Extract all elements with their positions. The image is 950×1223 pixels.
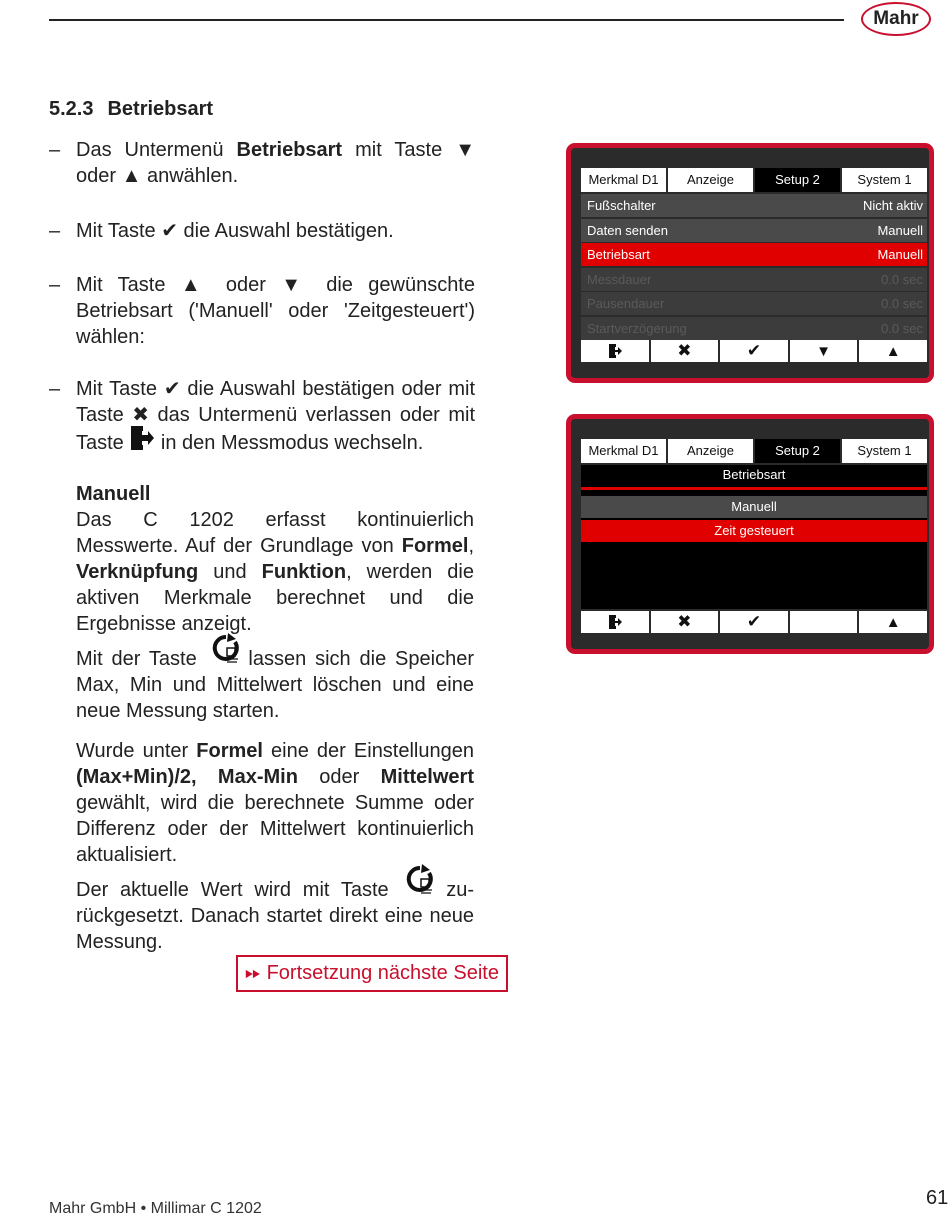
exit-key[interactable] xyxy=(581,340,649,362)
text: Der aktuelle Wert wird mit Taste xyxy=(76,879,401,901)
step-4 xyxy=(49,376,475,456)
setting-label: Daten senden xyxy=(587,222,668,238)
tab-merkmal[interactable]: Merkmal D1 xyxy=(581,168,666,192)
setting-row[interactable] xyxy=(581,219,927,242)
setting-value: 0.0 sec xyxy=(881,296,923,312)
bold-term: Formel xyxy=(196,740,263,762)
page-number: 61 xyxy=(926,1187,949,1209)
device-screen-selection xyxy=(566,414,934,654)
step-text: Mit Taste xyxy=(76,274,181,296)
arrow-up-icon: ▲ xyxy=(885,342,901,360)
setting-row-disabled xyxy=(581,268,927,291)
cross-icon: ✖ xyxy=(132,404,150,426)
cancel-key[interactable] xyxy=(651,611,719,633)
footer-publisher: Mahr GmbH • Millimar C 1202 xyxy=(49,1200,262,1217)
bold-term: Mittelwert xyxy=(380,766,474,788)
bold-term: Verknüpfung xyxy=(76,561,199,583)
manual-paragraph-4 xyxy=(76,872,474,955)
setting-row[interactable] xyxy=(581,194,927,217)
exit-icon xyxy=(608,614,622,630)
header-rule xyxy=(49,19,844,21)
softkey-bar xyxy=(581,340,927,362)
setting-value: Manuell xyxy=(877,247,923,263)
setting-row-disabled xyxy=(581,317,927,340)
option-manuell[interactable]: Manuell xyxy=(581,496,927,518)
option-zeit-gesteuert[interactable]: Zeit gesteuert xyxy=(581,520,927,542)
text: , werden die aktiven Merkmale berechnet und die Ergebnisse anzeigt. xyxy=(76,561,474,635)
text: Wurde unter xyxy=(76,740,197,762)
step-2 xyxy=(49,218,475,244)
softkey-bar xyxy=(581,611,927,633)
exit-icon xyxy=(129,428,155,450)
setting-value: 0.0 sec xyxy=(881,320,923,336)
fast-forward-icon: ⏩︎ xyxy=(245,962,267,984)
checkmark-icon: ✔ xyxy=(161,220,178,242)
manual-section xyxy=(76,481,474,955)
confirm-key[interactable] xyxy=(720,611,788,633)
step-text: das Untermenü verlassen oder mit Taste xyxy=(76,404,475,454)
settings-list xyxy=(581,194,927,342)
arrow-up-icon: ▲ xyxy=(180,274,211,296)
up-key[interactable] xyxy=(859,611,927,633)
bold-term: (Max+Min)/2, Max-Min xyxy=(76,766,298,788)
cross-icon: ✖ xyxy=(677,612,692,631)
selection-panel xyxy=(581,465,927,609)
arrow-up-icon: ▲ xyxy=(121,165,142,187)
manual-paragraph-3 xyxy=(76,738,474,868)
tab-anzeige[interactable]: Anzeige xyxy=(668,439,753,463)
step-text: die gewünschte Betriebsart ('Manuell' oder 'Zeitgesteuert') wählen: xyxy=(76,274,475,348)
down-key[interactable] xyxy=(790,340,858,362)
selection-title: Betriebsart xyxy=(722,467,786,482)
screen-tabs xyxy=(581,439,927,463)
tab-system[interactable]: System 1 xyxy=(842,439,927,463)
setting-value: Nicht aktiv xyxy=(863,198,923,213)
text: lassen sich die Speicher Max, Min und Mittelwert löschen und eine neue Messung starten. xyxy=(76,648,474,722)
text: gewählt, wird die berechnete Summe oder Differenz oder der Mittelwert kontinuierlich aktualisiert. xyxy=(76,792,474,866)
tab-system[interactable]: System 1 xyxy=(842,168,927,192)
step-bold: Betriebsart xyxy=(236,139,343,161)
step-text: mit Taste xyxy=(342,139,456,161)
tab-anzeige[interactable]: Anzeige xyxy=(668,168,753,192)
step-text: oder xyxy=(210,274,282,296)
exit-icon xyxy=(608,343,622,359)
arrow-down-icon: ▼ xyxy=(455,139,475,161)
tab-merkmal[interactable]: Merkmal D1 xyxy=(581,439,666,463)
text: eine der Einstellungen xyxy=(262,740,474,762)
tab-setup[interactable]: Setup 2 xyxy=(755,168,840,192)
reset-icon xyxy=(206,641,240,667)
setting-label: Messdauer xyxy=(587,271,652,287)
mahr-logo: Mahr xyxy=(861,2,931,36)
manual-paragraph-2 xyxy=(76,641,474,724)
section-heading: Betriebsart xyxy=(107,98,214,120)
text: oder xyxy=(297,766,381,788)
setting-label: Startverzögerung xyxy=(587,320,687,336)
step-text: die Auswahl bestätigen. xyxy=(177,220,394,242)
section-title xyxy=(49,98,213,121)
setting-row-selected[interactable] xyxy=(581,243,927,266)
setting-row-disabled xyxy=(581,292,927,315)
continue-label: Fortsetzung nächste Seite xyxy=(266,962,499,984)
text: Das C 1202 erfasst kontinuierlich Messwerte. Auf der Grundlage von xyxy=(76,509,474,557)
bullet-dash: – xyxy=(49,274,61,296)
arrow-down-icon: ▼ xyxy=(816,342,831,360)
text: zu-rückgesetzt. Danach startet direkt eine neue Messung. xyxy=(76,879,474,953)
setting-label: Betriebsart xyxy=(587,247,650,263)
checkmark-icon: ✔ xyxy=(746,612,762,631)
bullet-dash: – xyxy=(49,139,61,161)
cross-icon: ✖ xyxy=(677,341,692,360)
manual-heading: Manuell xyxy=(76,483,151,505)
bullet-dash: – xyxy=(49,378,61,400)
cancel-key[interactable] xyxy=(651,340,719,362)
section-number: 5.2.3 xyxy=(49,98,94,120)
setting-label: Fußschalter xyxy=(587,198,656,213)
continue-next-page-link[interactable] xyxy=(236,955,508,992)
step-text: Mit Taste xyxy=(76,378,164,400)
reset-icon xyxy=(400,872,434,898)
tab-setup[interactable]: Setup 2 xyxy=(755,439,840,463)
step-text: oder xyxy=(76,165,122,187)
bold-term: Funktion xyxy=(261,561,347,583)
step-text: Mit Taste xyxy=(76,220,162,242)
text: Mit der Taste xyxy=(76,648,206,670)
step-text: anwählen. xyxy=(141,165,239,187)
text: und xyxy=(198,561,262,583)
bold-term: Formel xyxy=(401,535,469,557)
text: , xyxy=(468,535,474,557)
empty-key[interactable] xyxy=(790,611,858,633)
step-text: Das Untermenü xyxy=(76,139,237,161)
step-text: in den Messmodus wechseln. xyxy=(155,432,424,454)
title-underline xyxy=(581,487,927,490)
setting-label: Pausendauer xyxy=(587,296,665,312)
screen-tabs xyxy=(581,168,927,192)
up-key[interactable] xyxy=(859,340,927,362)
checkmark-icon: ✔ xyxy=(163,378,181,400)
step-text: die Auswahl bestätigen oder mit Taste xyxy=(76,378,476,426)
checkmark-icon: ✔ xyxy=(746,341,762,360)
bullet-dash: – xyxy=(49,220,61,242)
arrow-down-icon: ▼ xyxy=(281,274,311,296)
arrow-up-icon: ▲ xyxy=(885,613,901,631)
manual-paragraph-1 xyxy=(76,507,474,637)
exit-key[interactable] xyxy=(581,611,649,633)
device-screen-menu xyxy=(566,143,934,383)
setting-value: Manuell xyxy=(877,222,923,238)
step-3 xyxy=(49,272,475,350)
step-1 xyxy=(49,137,475,189)
confirm-key[interactable] xyxy=(720,340,788,362)
setting-value: 0.0 sec xyxy=(881,271,923,287)
